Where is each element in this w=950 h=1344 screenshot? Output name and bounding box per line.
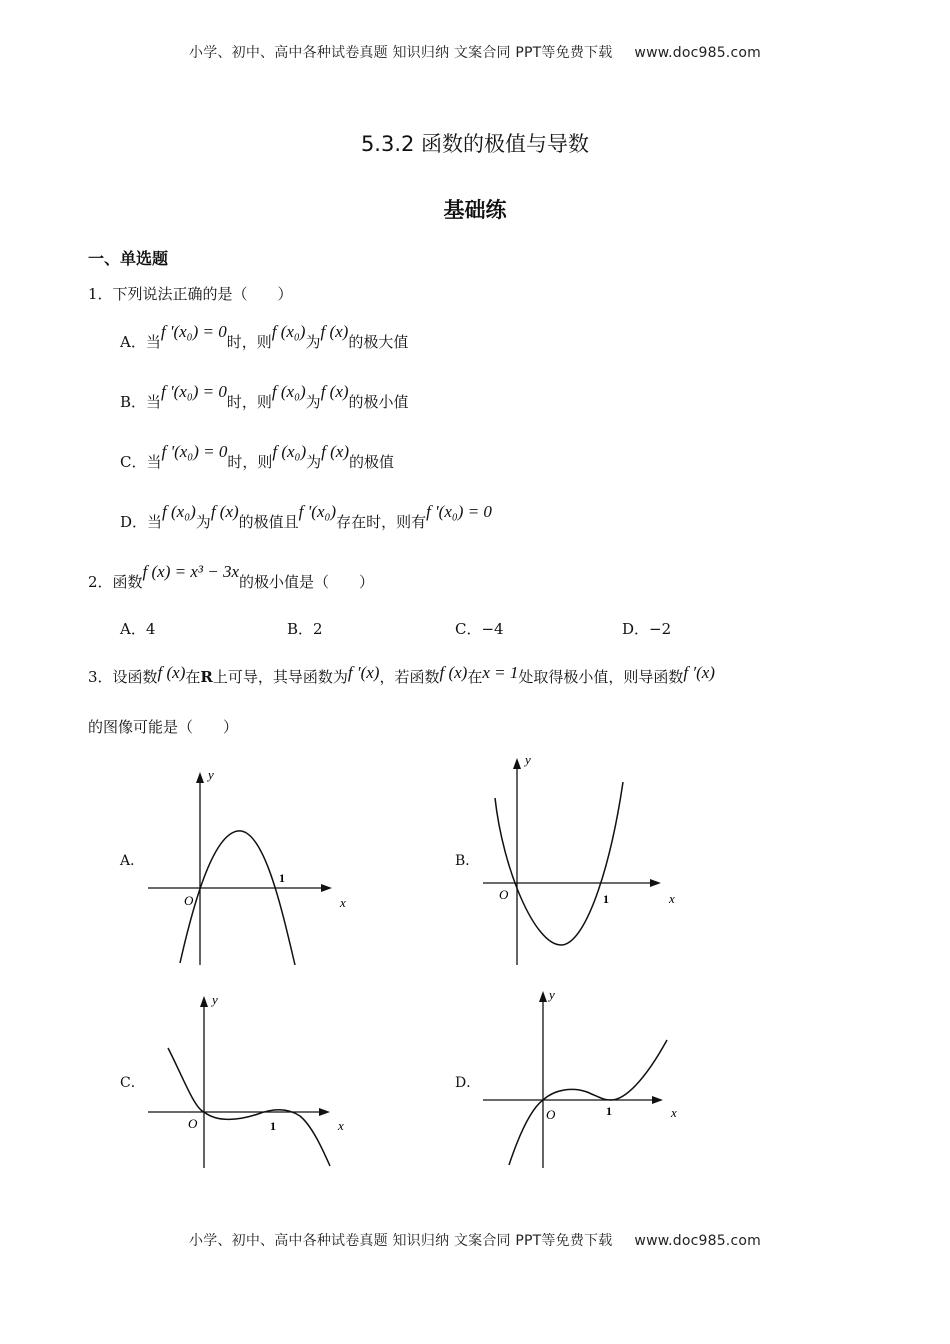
formula: f (x₀) [271,382,306,401]
graph-a-label[interactable]: A． [120,853,145,869]
curve [168,1048,330,1166]
option-label: A．当 [120,333,161,351]
q2-suffix: 的极小值是（ ） [239,573,375,591]
q1-option-b[interactable] [120,382,409,412]
q1-stem: 1．下列说法正确的是（ ） [88,285,293,303]
formula: f ′(x) [683,663,715,682]
q3-text: 3．设函数 [88,668,158,686]
y-label: y [212,992,218,1007]
y-label: y [208,767,214,782]
section-heading: 一、单选题 [88,249,169,268]
curve [495,782,623,945]
page-footer [0,1230,950,1250]
q2-option-c[interactable]: C．−4 [455,620,504,638]
x-axis-arrow-icon [319,1108,330,1116]
one-label: 1 [603,892,609,906]
origin-label: O [499,887,509,902]
formula: f '(x₀) = 0 [426,502,492,521]
formula: f '(x₀) = 0 [161,442,228,461]
formula: f (x₀) [162,502,196,521]
y-axis-arrow-icon [513,758,521,769]
graph-c-label[interactable]: C． [120,1075,145,1091]
y-axis-arrow-icon [196,772,204,783]
formula: f (x₀) [271,322,306,341]
q2-stem [88,562,375,592]
x-label: x [671,1105,677,1120]
header-text: 小学、初中、高中各种试卷真题 知识归纳 文案合同 PPT等免费下载 [189,45,613,61]
q3-text: 上可导，其导函数为 [212,668,348,686]
option-text: 的极小值 [348,393,409,411]
formula: f ′(x) [347,663,380,682]
option-text: 时，则 [226,393,272,411]
formula: f (x) [320,382,349,401]
option-text: 为 [306,453,322,471]
footer-site-link[interactable]: www.doc985.com [634,1233,761,1249]
x-axis-arrow-icon [650,879,661,887]
option-text: 的极大值 [348,333,409,351]
graph-a[interactable] [140,760,360,970]
origin-label: O [184,893,194,908]
q3-stem-line2: 的图像可能是（ ） [88,718,239,736]
option-label: B．当 [120,393,162,411]
page-title: 5.3.2 函数的极值与导数 [360,132,590,156]
option-text: 存在时，则有 [336,513,427,531]
real-set-symbol: R [200,668,213,686]
one-label: 1 [270,1119,276,1133]
origin-label: O [546,1107,556,1122]
option-label: C．当 [120,453,162,471]
page-header [0,42,950,62]
q2-prefix: 2．函数 [88,573,143,591]
x-axis-arrow-icon [652,1096,663,1104]
option-text: 时，则 [226,333,272,351]
formula: f (x) [321,442,349,461]
y-axis-arrow-icon [200,996,208,1007]
page-subtitle: 基础练 [443,198,507,222]
option-text: 的极值且 [238,513,299,531]
option-text: 为 [195,513,211,531]
formula: f '(x₀) [298,502,337,521]
option-label: D．当 [120,513,163,531]
formula: f (x) [210,502,239,521]
formula: x = 1 [482,663,519,682]
graph-b-label[interactable]: B． [455,853,480,869]
x-label: x [669,891,675,906]
option-text: 为 [305,333,321,351]
graph-b[interactable] [475,750,695,970]
curve [509,1040,667,1165]
formula: f (x) [157,663,186,682]
formula: f (x₀) [272,442,307,461]
formula: f '(x₀) = 0 [161,382,227,401]
header-site-link[interactable]: www.doc985.com [634,45,761,61]
q3-text: 在 [467,668,483,686]
y-label: y [525,752,531,767]
curve [180,831,295,965]
one-label: 1 [279,871,285,885]
q3-text: 在 [185,668,201,686]
x-label: x [338,1118,344,1133]
graph-d[interactable] [475,985,695,1175]
q1-option-c[interactable] [120,442,394,472]
y-label: y [549,987,555,1002]
formula: f (x) = x³ − 3x [142,562,240,581]
q3-text: ，若函数 [379,668,440,686]
option-text: 的极值 [348,453,394,471]
q1-option-d[interactable] [120,502,492,532]
formula: f '(x₀) = 0 [160,322,227,341]
footer-text: 小学、初中、高中各种试卷真题 知识归纳 文案合同 PPT等免费下载 [189,1233,613,1249]
q2-option-b[interactable]: B．2 [287,620,323,638]
option-text: 时，则 [227,453,273,471]
y-axis-arrow-icon [539,991,547,1002]
x-axis-arrow-icon [321,884,332,892]
graph-d-label[interactable]: D． [455,1075,481,1091]
q2-option-a[interactable]: A．4 [120,620,156,638]
one-label: 1 [606,1104,612,1118]
origin-label: O [188,1116,198,1131]
q2-option-d[interactable]: D．−2 [622,620,672,638]
x-label: x [340,895,346,910]
formula: f (x) [439,663,468,682]
q3-text: 处取得极小值，则导函数 [518,668,684,686]
formula: f (x) [320,322,349,341]
option-text: 为 [305,393,321,411]
q3-stem [88,663,715,687]
graph-c[interactable] [140,990,360,1175]
q1-option-a[interactable] [120,322,409,352]
